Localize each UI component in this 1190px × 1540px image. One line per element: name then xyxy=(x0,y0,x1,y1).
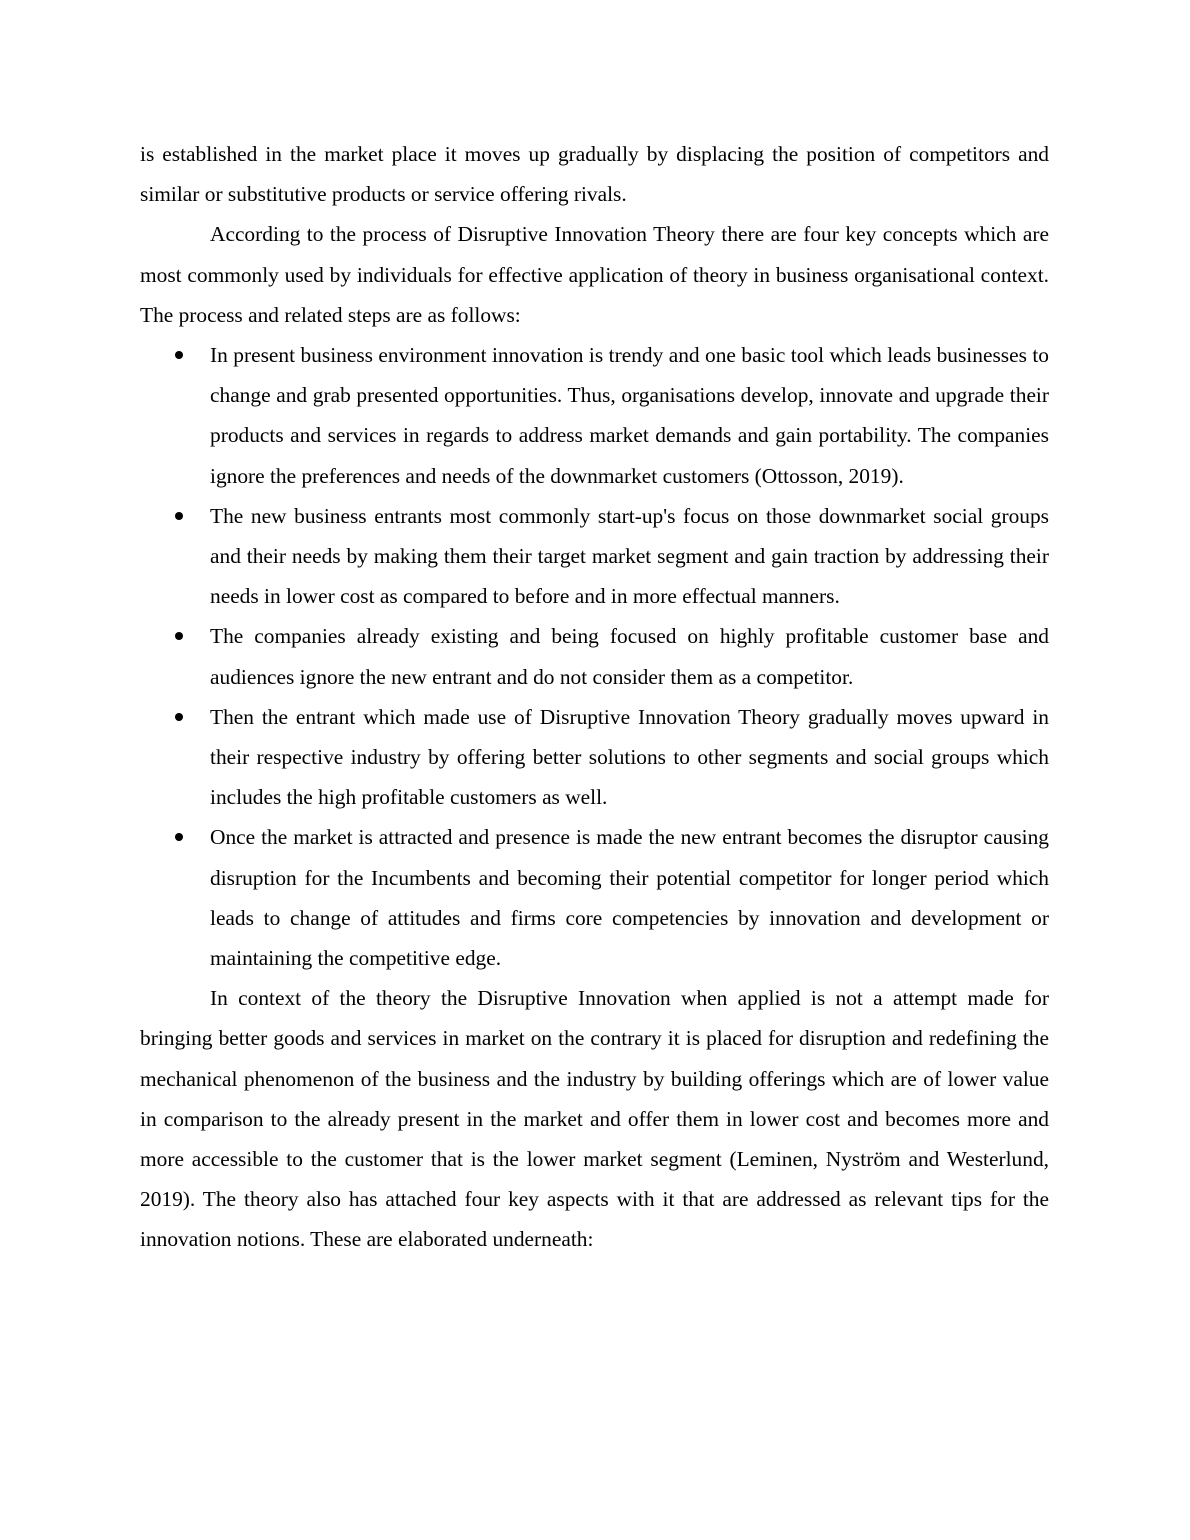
opening-paragraph: is established in the market place it moves up gradually by displacing the position of competitors and similar or substitutive products or service offering rivals. xyxy=(140,142,1049,207)
bullet-list xyxy=(140,335,1049,978)
list-item-text: The companies already existing and being focused on highly profitable customer base and audiences ignore the new entrant and do not consider them as a competitor. xyxy=(210,624,1049,689)
bullet-dot-icon xyxy=(175,713,183,721)
list-item xyxy=(140,817,1049,978)
list-item-text: The new business entrants most commonly start-up's focus on those downmarket social groups and their needs by making them their target market segment and gain traction by addressing their needs in lower cost as compared to before and in more effectual manners. xyxy=(210,503,1049,609)
list-item-text: Then the entrant which made use of Disruptive Innovation Theory gradually moves upward in their respective industry by offering better solutions to other segments and social groups which includes the high profitable customers as well. xyxy=(210,704,1049,810)
bullet-dot-icon xyxy=(175,833,183,841)
list-item-text: Once the market is attracted and presence is made the new entrant becomes the disruptor causing disruption for the Incumbents and becoming their potential competitor for longer period which leads to change of attitudes and firms core competencies by innovation and development or maintaining the competitive edge. xyxy=(210,825,1049,971)
list-item xyxy=(140,697,1049,818)
bullet-dot-icon xyxy=(175,512,183,520)
list-item xyxy=(140,335,1049,496)
list-item-text: In present business environment innovation is trendy and one basic tool which leads businesses to change and grab presented opportunities. Thus, organisations develop, innovate and upgrade their products and services in regards to address market demands and gain portability. The companies ignore the preferences and needs of the downmarket customers (Ottosson, 2019). xyxy=(210,343,1049,488)
bullet-dot-icon xyxy=(175,351,183,359)
list-item xyxy=(140,496,1049,617)
intro-paragraph: According to the process of Disruptive Innovation Theory there are four key concepts which are most commonly used by individuals for effective application of theory in business organisational context. The process and related steps are as follows: xyxy=(140,222,1049,327)
list-item xyxy=(140,616,1049,696)
bullet-dot-icon xyxy=(175,632,183,640)
closing-paragraph: In context of the theory the Disruptive Innovation when applied is not a attempt made for bringing better goods and services in market on the contrary it is placed for disruption and redefining the mechanical phenomenon of the business and the industry by building offerings which are of lower value in comparison to the already present in the market and offer them in lower cost and becomes more and more accessible to the customer that is the lower market segment (Leminen, Nyström and Westerlund, 2019). The theory also has attached four key aspects with it that are addressed as relevant tips for the innovation notions. These are elaborated underneath: xyxy=(140,986,1049,1252)
document-body xyxy=(140,134,1049,1260)
